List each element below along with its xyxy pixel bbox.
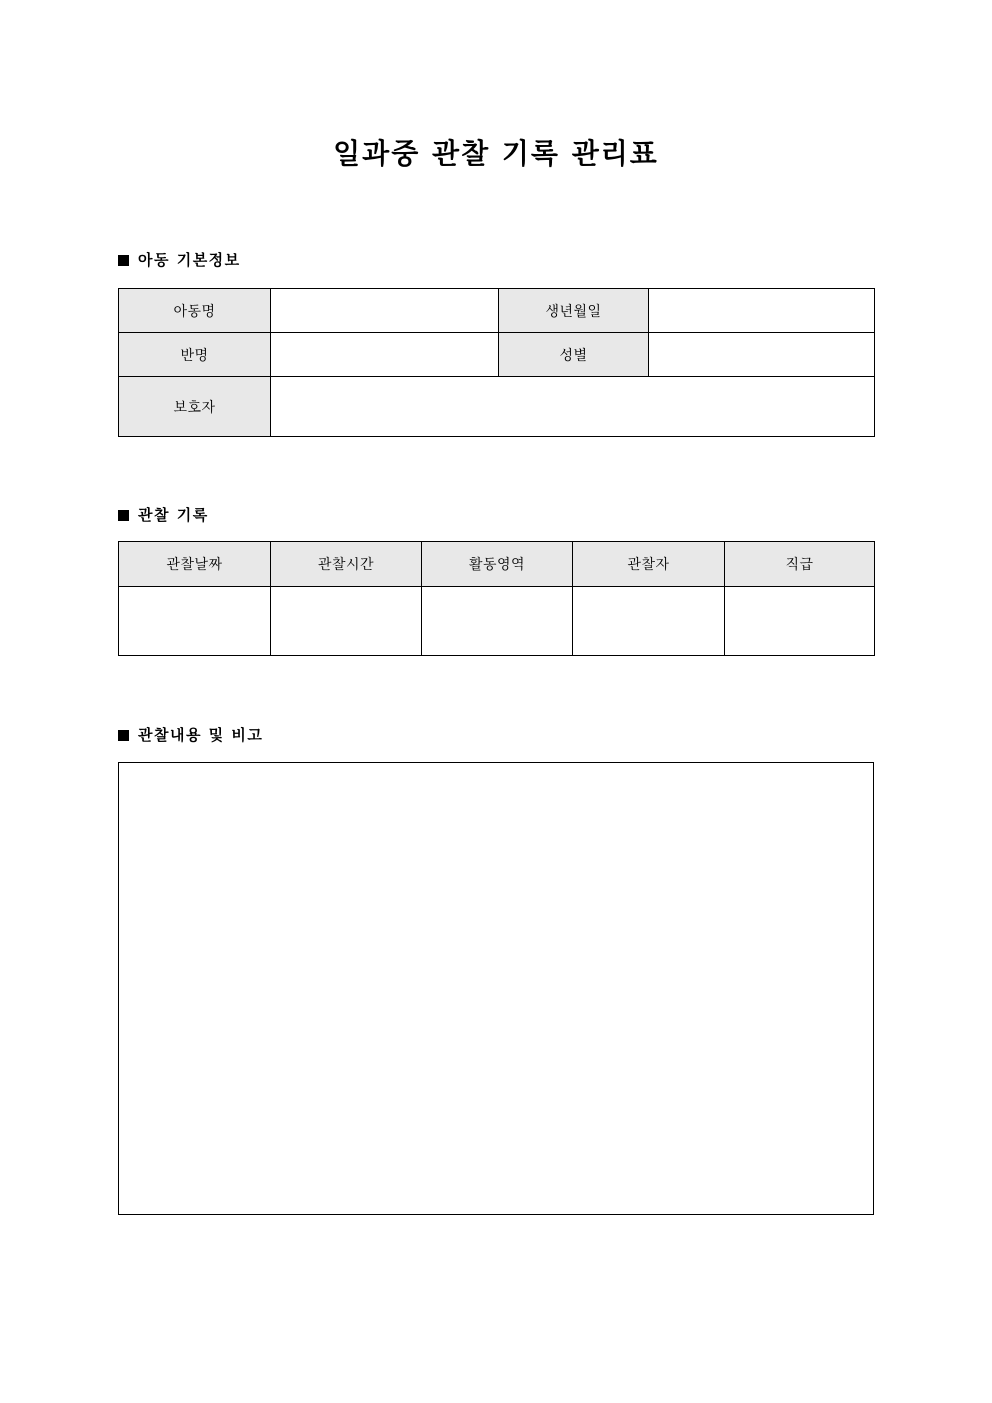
cell-label-child-name: 아동명 <box>119 289 271 333</box>
cell-position[interactable] <box>725 587 875 656</box>
cell-activity-area[interactable] <box>422 587 573 656</box>
filled-square-icon <box>118 730 129 741</box>
table-row <box>119 333 875 377</box>
column-header-activity-area: 활동영역 <box>422 542 573 587</box>
column-header-observation-date: 관찰날짜 <box>119 542 271 587</box>
basic-info-table <box>118 288 875 437</box>
column-header-position: 직급 <box>725 542 875 587</box>
column-header-observation-time: 관찰시간 <box>271 542 422 587</box>
section-heading-basic-info <box>118 249 241 271</box>
section-heading-basic-info-label: 아동 기본정보 <box>138 251 241 269</box>
section-heading-notes <box>118 724 263 746</box>
notes-content <box>119 763 873 784</box>
cell-value-class-name[interactable] <box>271 333 499 377</box>
table-row <box>119 377 875 437</box>
section-heading-notes-label: 관찰내용 및 비고 <box>138 726 264 744</box>
filled-square-icon <box>118 255 129 266</box>
page-title: 일과중 관찰 기록 관리표 <box>333 137 659 170</box>
cell-value-birthdate[interactable] <box>649 289 875 333</box>
table-row <box>119 289 875 333</box>
cell-observation-time[interactable] <box>271 587 422 656</box>
cell-label-guardian: 보호자 <box>119 377 271 437</box>
cell-observer[interactable] <box>573 587 725 656</box>
cell-label-class-name: 반명 <box>119 333 271 377</box>
column-header-observer: 관찰자 <box>573 542 725 587</box>
cell-value-guardian[interactable] <box>271 377 875 437</box>
cell-value-child-name[interactable] <box>271 289 499 333</box>
section-heading-observation-record <box>118 504 209 526</box>
observation-record-table <box>118 541 875 656</box>
cell-label-birthdate: 생년월일 <box>499 289 649 333</box>
notes-textarea[interactable] <box>118 762 874 1215</box>
table-header-row <box>119 542 875 587</box>
filled-square-icon <box>118 510 129 521</box>
cell-value-gender[interactable] <box>649 333 875 377</box>
cell-label-gender: 성별 <box>499 333 649 377</box>
section-heading-observation-record-label: 관찰 기록 <box>138 506 209 524</box>
table-row <box>119 587 875 656</box>
cell-observation-date[interactable] <box>119 587 271 656</box>
